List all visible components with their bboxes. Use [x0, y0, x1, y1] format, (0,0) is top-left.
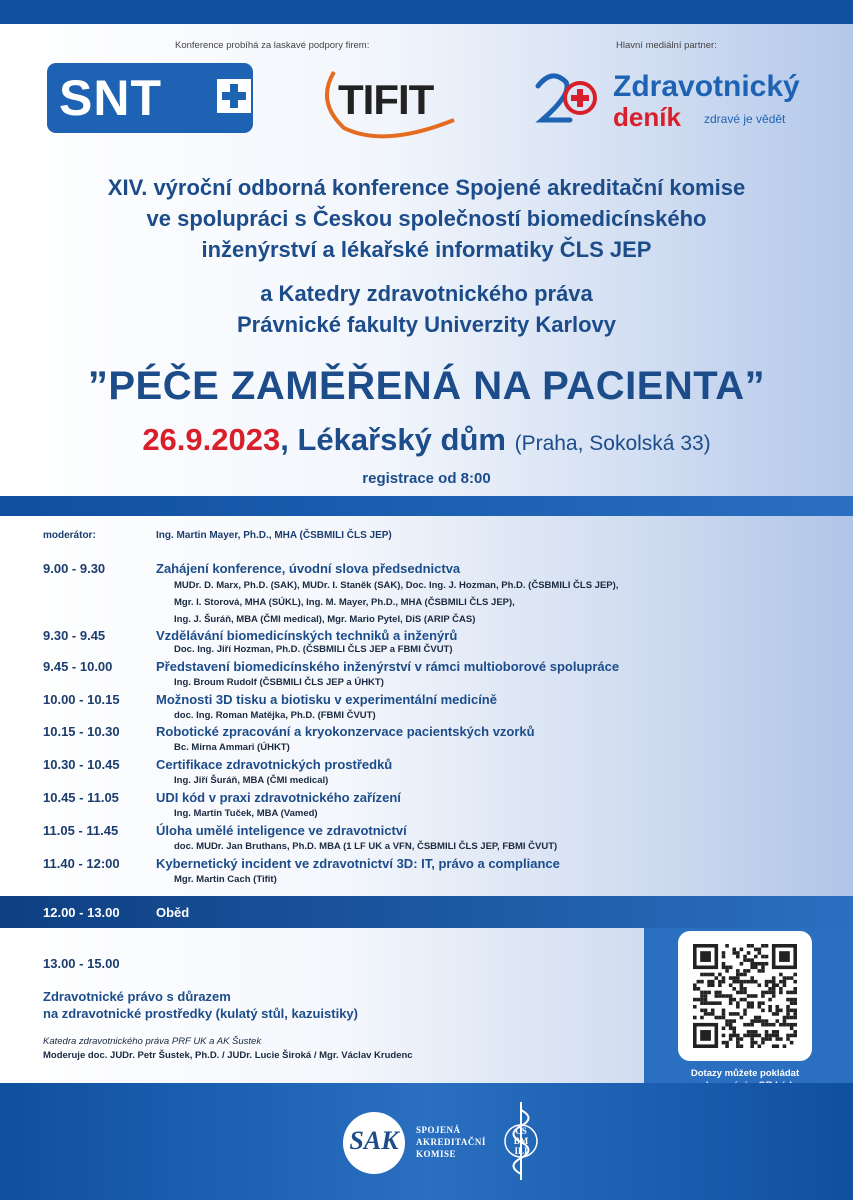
registration-note: registrace od 8:00: [362, 470, 491, 487]
program-time: 9.45 - 10.00: [43, 659, 113, 674]
afternoon-organizer: Katedra zdravotnického práva PRF UK a AK Šustek: [43, 1036, 262, 1047]
moderator-label: moderátor:: [43, 530, 96, 541]
csbmili-text: BM: [513, 1136, 529, 1146]
event-date: 26.9.2023: [142, 422, 281, 457]
program-speakers: Ing. Jiří Šuráň, MBA (ČMI medical): [174, 775, 329, 786]
afternoon-title: Zdravotnické právo s důrazem: [43, 989, 231, 1004]
separator-band: [0, 496, 853, 516]
program-speakers: doc. Ing. Roman Matějka, Ph.D. (FBMI ČVUT): [174, 710, 376, 721]
program-title: Kybernetický incident ve zdravotnictví 3D: IT, právo a compliance: [156, 856, 560, 871]
conference-title-line: ve spolupráci s Českou společností biomedicínského: [146, 206, 707, 231]
co-organizer-line: a Katedry zdravotnického práva: [260, 281, 593, 306]
sak-name-line: KOMISE: [416, 1149, 457, 1159]
program-time: 10.30 - 10.45: [43, 757, 120, 772]
event-address: (Praha, Sokolská 33): [514, 432, 711, 455]
sak-name: [416, 1124, 486, 1160]
program-speakers: Ing. Martin Tuček, MBA (Vamed): [174, 808, 318, 819]
conference-title: [0, 172, 853, 265]
zdravotnicky-denik-logo: [528, 66, 828, 136]
program-title: Možnosti 3D tisku a biotisku v experimentální medicíně: [156, 692, 497, 707]
program-speakers: Doc. Ing. Jiří Hozman, Ph.D. (ČSBMILI ČLS JEP a FBMI ČVUT): [174, 644, 453, 655]
plus-icon: [217, 79, 251, 113]
program-title: Certifikace zdravotnických prostředků: [156, 757, 393, 772]
moderator-name: Ing. Martin Mayer, Ph.D., MHA (ČSBMILI ČLS JEP): [156, 530, 392, 541]
tifit-logo-text: TIFIT: [338, 76, 434, 123]
zd-name-line1: Zdravotnický: [613, 70, 800, 103]
snt-logo: [47, 63, 253, 133]
program-speakers: Ing. J. Šuráň, MBA (ČMI medical), Mgr. Mario Pytel, DiS (ARIP ČAS): [174, 614, 476, 625]
program-title: UDI kód v praxi zdravotnického zařízení: [156, 790, 401, 805]
tifit-logo: [314, 62, 464, 142]
program-time: 9.00 - 9.30: [43, 561, 106, 576]
lunch-band: [0, 896, 853, 928]
csbmili-text: ČS: [515, 1126, 527, 1136]
program-time: 10.15 - 10.30: [43, 724, 120, 739]
sak-logo: [343, 1112, 405, 1174]
program-speakers: Mgr. I. Storová, MHA (SÚKL), Ing. M. Mayer, Ph.D., MHA (ČSBMILI ČLS JEP),: [174, 597, 515, 608]
qr-code-icon: [693, 944, 797, 1048]
qr-code[interactable]: [678, 931, 812, 1061]
date-venue-line: [0, 422, 853, 458]
program-time: 11.40 - 12:00: [43, 856, 120, 871]
zd-emblem-icon: [528, 68, 608, 132]
afternoon-time: 13.00 - 15.00: [43, 956, 120, 971]
program-time: 9.30 - 9.45: [43, 628, 106, 643]
sak-name-line: SPOJENÁ: [416, 1125, 461, 1135]
program-title: Vzdělávání biomedicínských techniků a inženýrů: [156, 628, 458, 643]
csbmili-logo: [496, 1100, 546, 1182]
csbmili-text: ILI: [514, 1146, 528, 1156]
lunch-time: 12.00 - 13.00: [43, 905, 120, 920]
snt-logo-text: SNT: [59, 70, 162, 126]
conference-title-line: XIV. výroční odborná konference Spojené akreditační komise: [107, 175, 746, 200]
sak-name-line: AKREDITAČNÍ: [416, 1137, 486, 1147]
program-title: Představení biomedicínského inženýrství v rámci multioborové spolupráce: [156, 659, 620, 674]
program-speakers: Bc. Mirna Ammari (ÚHKT): [174, 742, 290, 753]
program-title: Úloha umělé inteligence ve zdravotnictví: [156, 823, 407, 838]
lunch-title: Oběd: [156, 905, 190, 920]
co-organizer-line: Právnické fakulty Univerzity Karlovy: [236, 312, 617, 337]
program-speakers: Ing. Broum Rudolf (ČSBMILI ČLS JEP a ÚHKT): [174, 677, 384, 688]
program-speakers: doc. MUDr. Jan Bruthans, Ph.D. MBA (1 LF UK a VFN, ČSBMILI ČLS JEP, FBMI ČVUT): [174, 841, 558, 852]
media-partner-label: Hlavní mediální partner:: [616, 40, 717, 51]
program-title: Zahájení konference, úvodní slova předsednictva: [156, 561, 461, 576]
program-title: Robotické zpracování a kryokonzervace pacientských vzorků: [156, 724, 535, 739]
top-band: [0, 0, 853, 24]
support-label: Konference probíhá za laskavé podpory firem:: [175, 40, 370, 51]
zd-name-line2: deník: [613, 102, 681, 132]
zd-tagline: zdravé je vědět: [704, 112, 786, 126]
program-time: 11.05 - 11.45: [43, 823, 119, 838]
afternoon-moderators: Moderuje doc. JUDr. Petr Šustek, Ph.D. / JUDr. Lucie Široká / Mgr. Václav Krudenc: [43, 1050, 413, 1061]
qr-caption-line: Dotazy můžete pokládat: [690, 1068, 800, 1079]
sak-logo-text: SAK: [349, 1126, 399, 1155]
co-organizer-title: [0, 278, 853, 340]
program-time: 10.45 - 11.05: [43, 790, 119, 805]
main-title: ”PÉČE ZAMĚŘENÁ NA PACIENTA”: [87, 364, 766, 408]
program-time: 10.00 - 10.15: [43, 692, 120, 707]
conference-title-line: inženýrství a lékařské informatiky ČLS JEP: [201, 237, 652, 262]
program-speakers: MUDr. D. Marx, Ph.D. (SAK), MUDr. I. Staněk (SAK), Doc. Ing. J. Hozman, Ph.D. (ČSBMILI ČLS JEP),: [174, 580, 619, 591]
program-speakers: Mgr. Martin Cach (Tifit): [174, 874, 277, 885]
afternoon-title: na zdravotnické prostředky (kulatý stůl, kazuistiky): [43, 1006, 358, 1021]
event-venue: , Lékařský dům: [280, 422, 515, 457]
